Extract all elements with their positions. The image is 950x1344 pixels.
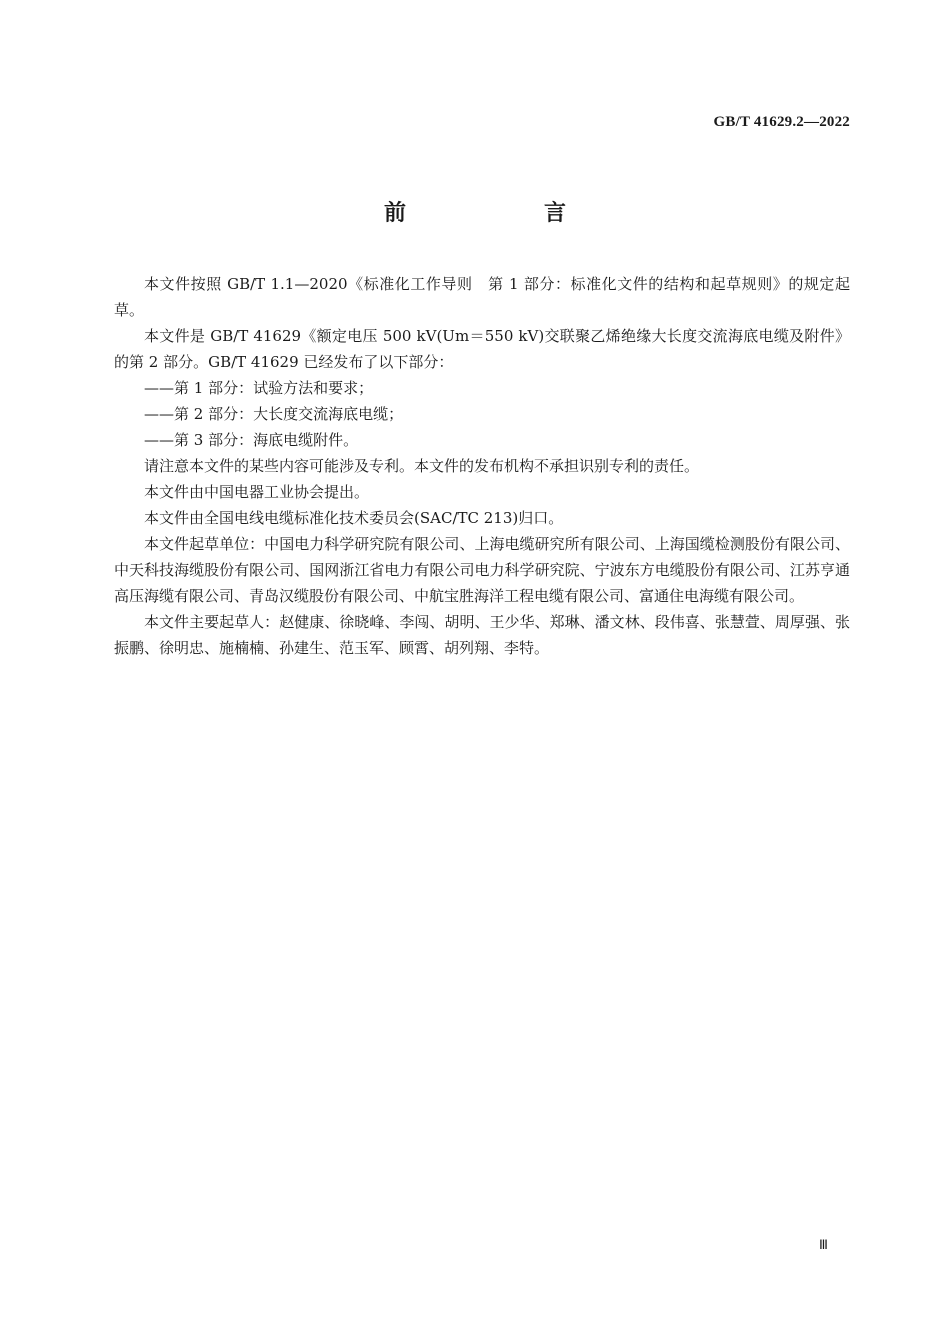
paragraph-proposer: 本文件由中国电器工业协会提出。 [144,483,370,501]
foreword-body [114,271,850,661]
paragraph-administrator: 本文件由全国电线电缆标准化技术委员会(SAC/TC 213)归口。 [144,509,564,527]
page-number: Ⅲ [819,1237,828,1252]
paragraph-drafting-rules: 本文件按照 GB/T 1.1—2020《标准化工作导则 第 1 部分：标准化文件的结构和起草规则》的规定起草。 [114,275,850,319]
list-item-part-3: ——第 3 部分：海底电缆附件。 [144,431,359,449]
paragraph-drafters: 本文件主要起草人：赵健康、徐晓峰、李闯、胡明、王少华、郑琳、潘文林、段伟喜、张慧萱、周厚强、张振鹏、徐明忠、施楠楠、孙建生、范玉军、顾霄、胡列翔、李特。 [114,613,850,657]
page-title: 前 言 [383,201,624,226]
standard-code: GB/T 41629.2—2022 [713,114,850,130]
list-item-part-2: ——第 2 部分：大长度交流海底电缆； [144,405,404,423]
paragraph-part-description: 本文件是 GB/T 41629《额定电压 500 kV(Um＝550 kV)交联聚乙烯绝缘大长度交流海底电缆及附件》的第 2 部分。GB/T 41629 已经发布了以下部分： [114,327,850,371]
list-item-part-1: ——第 1 部分：试验方法和要求； [144,379,374,397]
paragraph-patent-notice: 请注意本文件的某些内容可能涉及专利。本文件的发布机构不承担识别专利的责任。 [144,457,700,475]
paragraph-drafting-units: 本文件起草单位：中国电力科学研究院有限公司、上海电缆研究所有限公司、上海国缆检测股份有限公司、中天科技海缆股份有限公司、国网浙江省电力有限公司电力科学研究院、宁波东方电缆股份有限公司、江苏亨通高压海缆有限公司、青岛汉缆股份有限公司、中航宝胜海洋工程电缆有限公司、富通住电海缆有限公司。 [114,535,850,605]
